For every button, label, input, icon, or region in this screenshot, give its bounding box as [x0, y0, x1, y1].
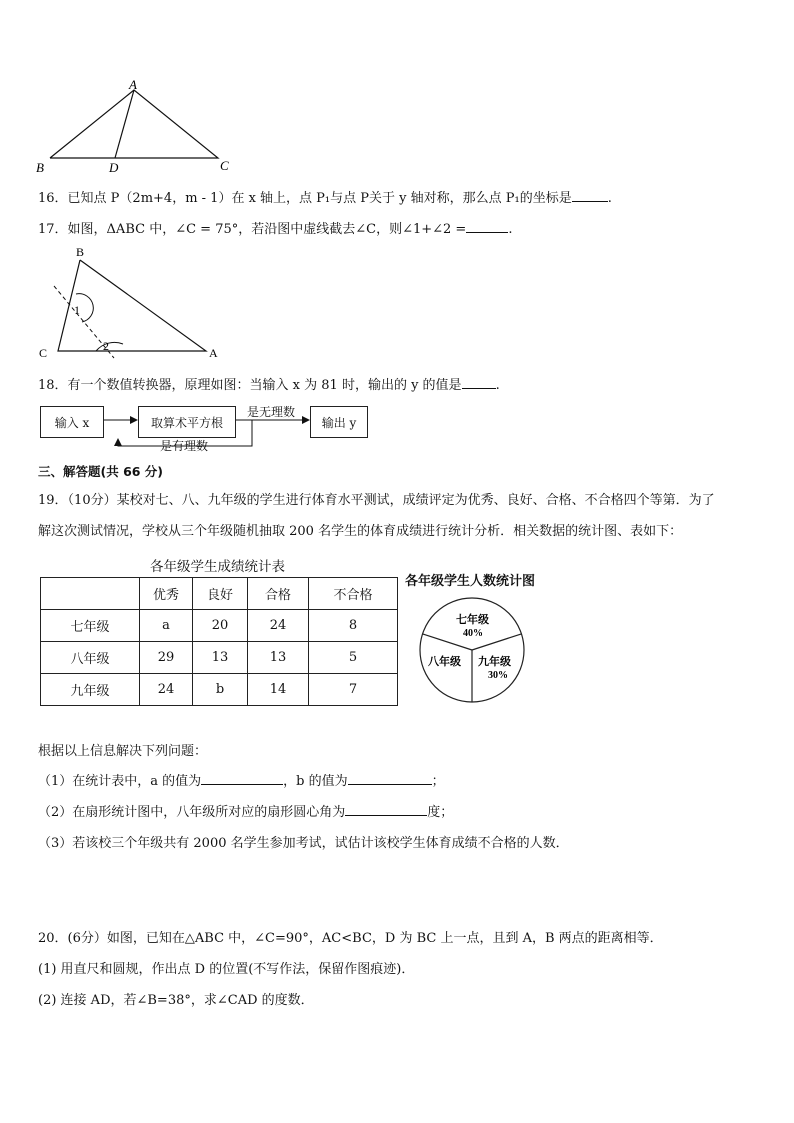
question-18-number: 18．	[38, 378, 68, 393]
table-title: 各年级学生成绩统计表	[150, 559, 285, 575]
question-16-text: 已知点 P（2m+4，m - 1）在 x 轴上，点 P₁与点 P关于 y 轴对称，那么点 P₁的坐标是	[67, 191, 572, 206]
pie-label-grade9: 九年级	[478, 656, 511, 668]
angle-1-label: 1	[74, 303, 80, 317]
sqrt-box-label: 取算术平方根	[150, 415, 223, 430]
label-c-17: C	[39, 346, 48, 360]
table-header-cell	[41, 578, 140, 610]
part-1-text-b: ，b 的值为	[283, 774, 348, 789]
input-box	[40, 406, 104, 438]
question-18-text: 有一个数值转换器，原理如图：当输入 x 为 81 时，输出的 y 的值是	[67, 378, 462, 393]
question-18-tail: .	[495, 378, 500, 393]
table-cell: 20	[193, 610, 248, 642]
question-17-number: 17．	[38, 222, 68, 237]
table-header-cell: 优秀	[140, 578, 193, 610]
question-17-text: 如图，ΔABC 中，∠C = 75°，若沿图中虚线截去∠C，则∠1+∠2 =	[67, 222, 467, 237]
answer-blank-17[interactable]	[466, 220, 508, 233]
label-b-17: B	[76, 245, 85, 259]
part-2-text-a: （2）在扇形统计图中，八年级所对应的扇形圆心角为	[38, 805, 346, 820]
rational-label: 是有理数	[160, 439, 209, 453]
irrational-label: 是无理数	[247, 405, 296, 419]
table-cell: 24	[248, 610, 309, 642]
section-3-heading: 三、解答题(共 66 分)	[38, 464, 164, 479]
question-20-part-2: (2) 连接 AD，若∠B=38°，求∠CAD 的度数．	[38, 993, 314, 1008]
grade-pie-chart	[418, 596, 528, 706]
label-d: D	[109, 160, 119, 175]
table-cell: b	[193, 674, 248, 706]
output-box	[310, 406, 368, 438]
label-c: C	[220, 158, 229, 173]
question-18	[38, 374, 500, 393]
pie-pct-grade7: 40%	[463, 628, 483, 639]
table-cell: 14	[248, 674, 309, 706]
part-1-text-c: ；	[431, 774, 445, 789]
table-cell: a	[140, 610, 193, 642]
question-19-part-2	[38, 801, 453, 820]
table-cell: 13	[248, 642, 309, 674]
table-header-cell: 良好	[193, 578, 248, 610]
table-cell: 5	[309, 642, 398, 674]
question-19-intro: 根据以上信息解决下列问题：	[38, 744, 208, 759]
question-17	[38, 218, 512, 237]
part-1-text-a: （1）在统计表中，a 的值为	[38, 774, 202, 789]
table-row	[41, 642, 398, 674]
input-box-label: 输入 x	[54, 415, 90, 430]
table-cell: 24	[140, 674, 193, 706]
question-16-tail: .	[607, 191, 612, 206]
question-19-part-1	[38, 770, 445, 789]
pie-label-grade8: 八年级	[428, 656, 461, 668]
label-b: B	[36, 160, 44, 175]
table-header-row	[41, 578, 398, 610]
part-2-text-b: 度；	[427, 805, 454, 820]
table-cell: 8	[309, 610, 398, 642]
pie-label-grade7: 七年级	[456, 614, 489, 626]
triangle-bca-outline	[58, 260, 206, 351]
answer-blank-b[interactable]	[348, 772, 432, 785]
table-header-cell: 合格	[248, 578, 309, 610]
table-header-cell: 不合格	[309, 578, 398, 610]
table-row	[41, 610, 398, 642]
table-cell: 七年级	[41, 610, 140, 642]
answer-blank-angle[interactable]	[345, 803, 427, 816]
table-row	[41, 674, 398, 706]
segment-ad	[115, 90, 134, 158]
table-cell: 九年级	[41, 674, 140, 706]
pie-chart-title: 各年级学生人数统计图	[405, 574, 536, 589]
triangle-cut-figure	[34, 244, 234, 360]
question-16-number: 16．	[38, 191, 68, 206]
grade-score-table	[40, 577, 398, 706]
question-16	[38, 187, 612, 206]
pie-pct-grade9: 30%	[488, 670, 508, 681]
table-cell: 29	[140, 642, 193, 674]
question-20-part-1: (1) 用直尺和圆规，作出点 D 的位置(不写作法，保留作图痕迹)．	[38, 962, 415, 977]
answer-blank-16[interactable]	[572, 189, 608, 202]
output-box-label: 输出 y	[321, 415, 357, 430]
question-19-line-1: 19．（10分）某校对七、八、九年级的学生进行体育水平测试，成绩评定为优秀、良好、合格、不合格四个等第．为了	[38, 493, 715, 508]
question-20-line-1: 20．(6分）如图，已知在△ABC 中，∠C=90°，AC<BC，D 为 BC 上一点，且到 A，B 两点的距离相等．	[38, 931, 663, 946]
label-a: A	[129, 78, 137, 92]
table-cell: 八年级	[41, 642, 140, 674]
label-a-17: A	[209, 346, 218, 360]
question-17-tail: .	[508, 222, 513, 237]
answer-blank-a[interactable]	[201, 772, 283, 785]
triangle-abd-figure	[30, 78, 240, 178]
question-19-line-2: 解这次测试情况，学校从三个年级随机抽取 200 名学生的体育成绩进行统计分析．相关数据的统计图、表如下：	[38, 524, 683, 539]
question-19-part-3: （3）若该校三个年级共有 2000 名学生参加考试，试估计该校学生体育成绩不合格的人数．	[38, 836, 569, 851]
answer-blank-18[interactable]	[462, 376, 496, 389]
angle-2-label: 2	[103, 339, 109, 353]
table-cell: 7	[309, 674, 398, 706]
table-cell: 13	[193, 642, 248, 674]
triangle-abc-outline	[50, 90, 218, 158]
angle-2-arc	[96, 342, 123, 351]
